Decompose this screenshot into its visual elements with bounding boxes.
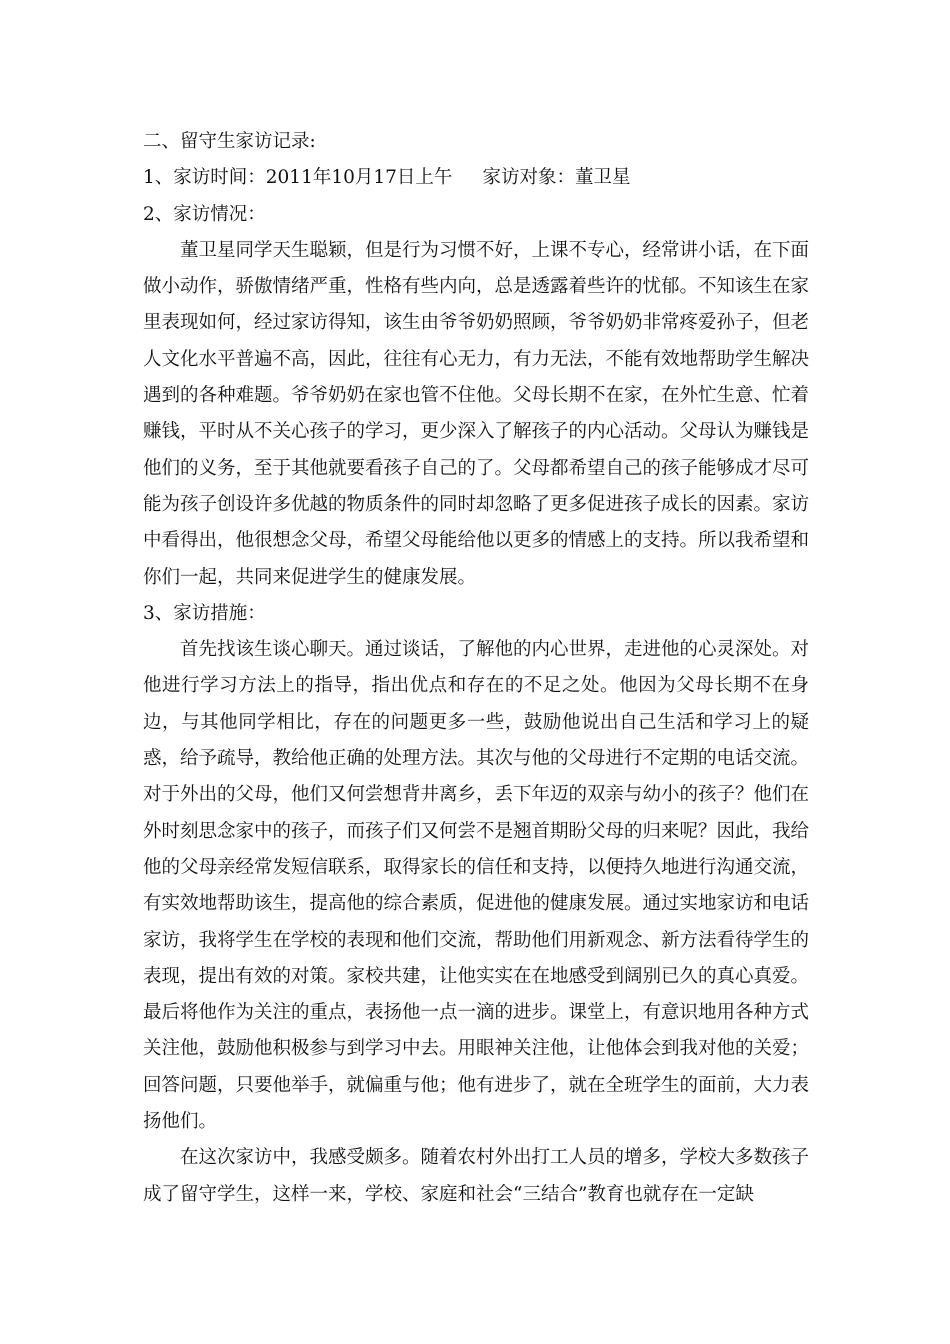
document-page	[143, 124, 809, 1213]
measures-heading: 3、家访措施：	[143, 602, 266, 624]
visit-info-row	[143, 160, 809, 196]
situation-paragraph: 董卫星同学天生聪颖，但是行为习惯不好，上课不专心，经常讲小话，在下面做小动作，骄傲情绪严重，性格有些内向，总是透露着些许的忧郁。不知该生在家里表现如何，经过家访得知，该生由爷爷奶奶照顾，爷爷奶奶非常疼爱孙子，但老人文化水平普遍不高，因此，往往有心无力，有力无法，不能有效地帮助学生解决遇到的各种难题。爷爷奶奶在家也管不住他。父母长期不在家，在外忙生意、忙着赚钱，平时从不关心孩子的学习，更少深入了解孩子的内心活动。父母认为赚钱是他们的义务，至于其他就要看孩子自己的了。父母都希望自己的孩子能够成才尽可能为孩子创设许多优越的物质条件的同时却忽略了更多促进孩子成长的因素。家访中看得出，他很想念父母，希望父母能给他以更多的情感上的支持。所以我希望和你们一起，共同来促进学生的健康发展。	[143, 239, 810, 588]
section-heading: 二、留守生家访记录:	[143, 131, 316, 152]
reflection-paragraph: 在这次家访中，我感受颇多。随着农村外出打工人员的增多，学校大多数孩子成了留守学生，这样一来，学校、家庭和社会“三结合”教育也就存在一定缺	[143, 1147, 810, 1205]
visit-target: 家访对象：董卫星	[482, 167, 631, 189]
visit-time: 1、家访时间：2011年10月17日上午	[143, 167, 453, 189]
situation-heading: 2、家访情况：	[143, 203, 266, 225]
measures-paragraph: 首先找该生谈心聊天。通过谈话，了解他的内心世界，走进他的心灵深处。对他进行学习方法上的指导，指出优点和存在的不足之处。他因为父母长期不在身边，与其他同学相比，存在的问题更多一些，鼓励他说出自己生活和学习上的疑惑，给予疏导，教给他正确的处理方法。其次与他的父母进行不定期的电话交流。对于外出的父母，他们又何尝想背井离乡，丢下年迈的双亲与幼小的孩子？他们在外时刻思念家中的孩子，而孩子们又何尝不是翘首期盼父母的归来呢？因此，我给他的父母亲经常发短信联系，取得家长的信任和支持，以便持久地进行沟通交流，有实效地帮助该生，提高他的综合素质，促进他的健康发展。通过实地家访和电话家访，我将学生在学校的表现和他们交流，帮助他们用新观念、新方法看待学生的表现，提出有效的对策。家校共建，让他实实在在地感受到阔别已久的真心真爱。最后将他作为关注的重点，表扬他一点一滴的进步。课堂上，有意识地用各种方式关注他，鼓励他积极参与到学习中去。用眼神关注他，让他体会到我对他的关爱；回答问题，只要他举手，就偏重与他；他有进步了，就在全班学生的面前，大力表扬他们。	[143, 639, 810, 1133]
